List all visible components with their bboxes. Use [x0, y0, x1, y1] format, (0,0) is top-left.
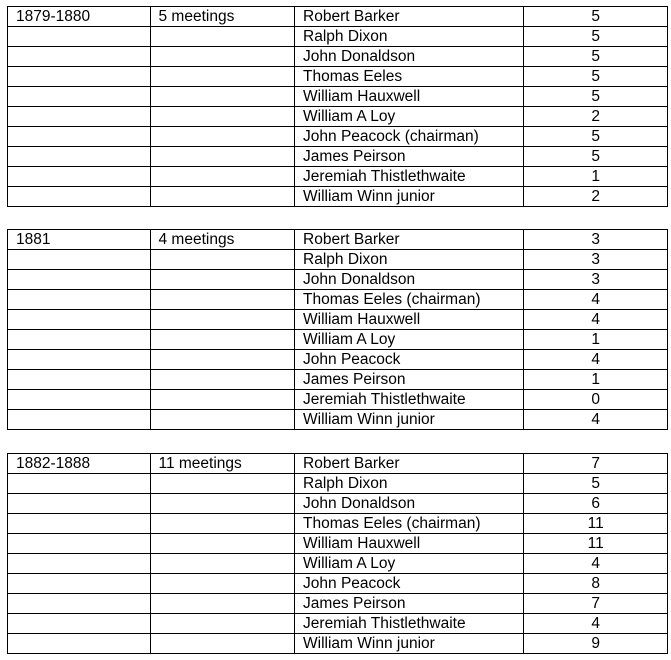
period-cell: 1882-1888 [8, 454, 151, 474]
table-row [8, 27, 668, 47]
member-name-cell: William Winn junior [295, 187, 524, 207]
member-name-cell: Jeremiah Thistlethwaite [295, 167, 524, 187]
period-cell [8, 534, 151, 554]
period-cell [8, 107, 151, 127]
table-row [8, 514, 668, 534]
table-row [8, 370, 668, 390]
meetings-cell [150, 270, 295, 290]
attendance-count-cell: 7 [524, 454, 668, 474]
table-row [8, 230, 668, 250]
member-name-cell: James Peirson [295, 370, 524, 390]
period-cell [8, 574, 151, 594]
period-cell [8, 474, 151, 494]
member-name-cell: John Donaldson [295, 494, 524, 514]
period-cell [8, 310, 151, 330]
period-cell: 1879-1880 [8, 7, 151, 27]
member-name-cell: William A Loy [295, 107, 524, 127]
attendance-count-cell: 4 [524, 290, 668, 310]
period-cell [8, 330, 151, 350]
attendance-count-cell: 11 [524, 534, 668, 554]
attendance-count-cell: 6 [524, 494, 668, 514]
meetings-cell [150, 390, 295, 410]
meetings-cell [150, 474, 295, 494]
member-name-cell: John Donaldson [295, 270, 524, 290]
table-row [8, 7, 668, 27]
attendance-count-cell: 5 [524, 27, 668, 47]
meetings-cell [150, 27, 295, 47]
table-row [8, 574, 668, 594]
period-cell [8, 390, 151, 410]
member-name-cell: John Peacock (chairman) [295, 127, 524, 147]
meetings-cell [150, 634, 295, 654]
attendance-count-cell: 5 [524, 87, 668, 107]
period-cell [8, 47, 151, 67]
member-name-cell: William A Loy [295, 330, 524, 350]
period-cell [8, 594, 151, 614]
table-row [8, 147, 668, 167]
member-name-cell: Ralph Dixon [295, 474, 524, 494]
attendance-count-cell: 5 [524, 474, 668, 494]
meetings-cell [150, 187, 295, 207]
member-name-cell: John Peacock [295, 574, 524, 594]
meetings-cell: 5 meetings [150, 7, 295, 27]
attendance-table [7, 6, 668, 207]
table-row [8, 310, 668, 330]
member-name-cell: Robert Barker [295, 230, 524, 250]
table-row [8, 127, 668, 147]
attendance-count-cell: 4 [524, 310, 668, 330]
meetings-cell [150, 310, 295, 330]
attendance-table [7, 229, 668, 430]
table-row [8, 594, 668, 614]
table-row [8, 290, 668, 310]
table-row [8, 350, 668, 370]
meetings-cell [150, 554, 295, 574]
member-name-cell: Thomas Eeles (chairman) [295, 514, 524, 534]
meetings-cell [150, 370, 295, 390]
meetings-cell [150, 410, 295, 430]
member-name-cell: William Hauxwell [295, 310, 524, 330]
member-name-cell: Jeremiah Thistlethwaite [295, 614, 524, 634]
table-row [8, 47, 668, 67]
table-row [8, 87, 668, 107]
attendance-table [7, 453, 668, 654]
period-cell [8, 410, 151, 430]
period-cell [8, 67, 151, 87]
table-row [8, 410, 668, 430]
attendance-count-cell: 2 [524, 187, 668, 207]
attendance-count-cell: 1 [524, 330, 668, 350]
meetings-cell [150, 87, 295, 107]
table-row [8, 474, 668, 494]
period-cell [8, 167, 151, 187]
member-name-cell: Robert Barker [295, 7, 524, 27]
member-name-cell: William A Loy [295, 554, 524, 574]
period-cell [8, 147, 151, 167]
table-row [8, 187, 668, 207]
meetings-cell: 4 meetings [150, 230, 295, 250]
period-cell [8, 27, 151, 47]
member-name-cell: Thomas Eeles [295, 67, 524, 87]
member-name-cell: Robert Barker [295, 454, 524, 474]
attendance-count-cell: 3 [524, 230, 668, 250]
attendance-count-cell: 3 [524, 270, 668, 290]
period-cell [8, 614, 151, 634]
meetings-cell [150, 167, 295, 187]
meetings-cell [150, 47, 295, 67]
meetings-cell [150, 107, 295, 127]
meetings-cell [150, 614, 295, 634]
meetings-cell [150, 250, 295, 270]
table-row [8, 614, 668, 634]
table-row [8, 554, 668, 574]
attendance-count-cell: 8 [524, 574, 668, 594]
attendance-count-cell: 5 [524, 127, 668, 147]
table-row [8, 634, 668, 654]
period-cell [8, 494, 151, 514]
period-cell [8, 554, 151, 574]
table-row [8, 167, 668, 187]
meetings-cell [150, 330, 295, 350]
meetings-cell [150, 147, 295, 167]
attendance-count-cell: 5 [524, 7, 668, 27]
attendance-count-cell: 7 [524, 594, 668, 614]
period-cell [8, 350, 151, 370]
period-cell [8, 634, 151, 654]
meetings-cell [150, 350, 295, 370]
member-name-cell: John Peacock [295, 350, 524, 370]
table-row [8, 454, 668, 474]
member-name-cell: Thomas Eeles (chairman) [295, 290, 524, 310]
meetings-cell [150, 594, 295, 614]
attendance-count-cell: 4 [524, 350, 668, 370]
attendance-count-cell: 9 [524, 634, 668, 654]
table-row [8, 107, 668, 127]
meetings-cell: 11 meetings [150, 454, 295, 474]
attendance-count-cell: 11 [524, 514, 668, 534]
attendance-count-cell: 5 [524, 67, 668, 87]
period-cell [8, 187, 151, 207]
period-cell [8, 87, 151, 107]
member-name-cell: Ralph Dixon [295, 250, 524, 270]
attendance-count-cell: 5 [524, 47, 668, 67]
attendance-count-cell: 3 [524, 250, 668, 270]
attendance-count-cell: 0 [524, 390, 668, 410]
member-name-cell: William Winn junior [295, 410, 524, 430]
member-name-cell: John Donaldson [295, 47, 524, 67]
attendance-count-cell: 4 [524, 614, 668, 634]
period-cell [8, 250, 151, 270]
attendance-count-cell: 4 [524, 554, 668, 574]
table-row [8, 330, 668, 350]
attendance-count-cell: 4 [524, 410, 668, 430]
member-name-cell: Ralph Dixon [295, 27, 524, 47]
member-name-cell: William Hauxwell [295, 87, 524, 107]
period-cell [8, 270, 151, 290]
table-row [8, 390, 668, 410]
member-name-cell: Jeremiah Thistlethwaite [295, 390, 524, 410]
member-name-cell: James Peirson [295, 594, 524, 614]
meetings-cell [150, 67, 295, 87]
attendance-count-cell: 5 [524, 147, 668, 167]
meetings-cell [150, 127, 295, 147]
table-row [8, 270, 668, 290]
meetings-cell [150, 290, 295, 310]
period-cell: 1881 [8, 230, 151, 250]
member-name-cell: William Hauxwell [295, 534, 524, 554]
meetings-cell [150, 494, 295, 514]
table-row [8, 67, 668, 87]
period-cell [8, 127, 151, 147]
table-row [8, 534, 668, 554]
meetings-cell [150, 574, 295, 594]
period-cell [8, 370, 151, 390]
attendance-count-cell: 1 [524, 370, 668, 390]
attendance-count-cell: 2 [524, 107, 668, 127]
meetings-cell [150, 534, 295, 554]
attendance-count-cell: 1 [524, 167, 668, 187]
member-name-cell: James Peirson [295, 147, 524, 167]
period-cell [8, 290, 151, 310]
member-name-cell: William Winn junior [295, 634, 524, 654]
period-cell [8, 514, 151, 534]
meetings-cell [150, 514, 295, 534]
table-row [8, 250, 668, 270]
table-row [8, 494, 668, 514]
